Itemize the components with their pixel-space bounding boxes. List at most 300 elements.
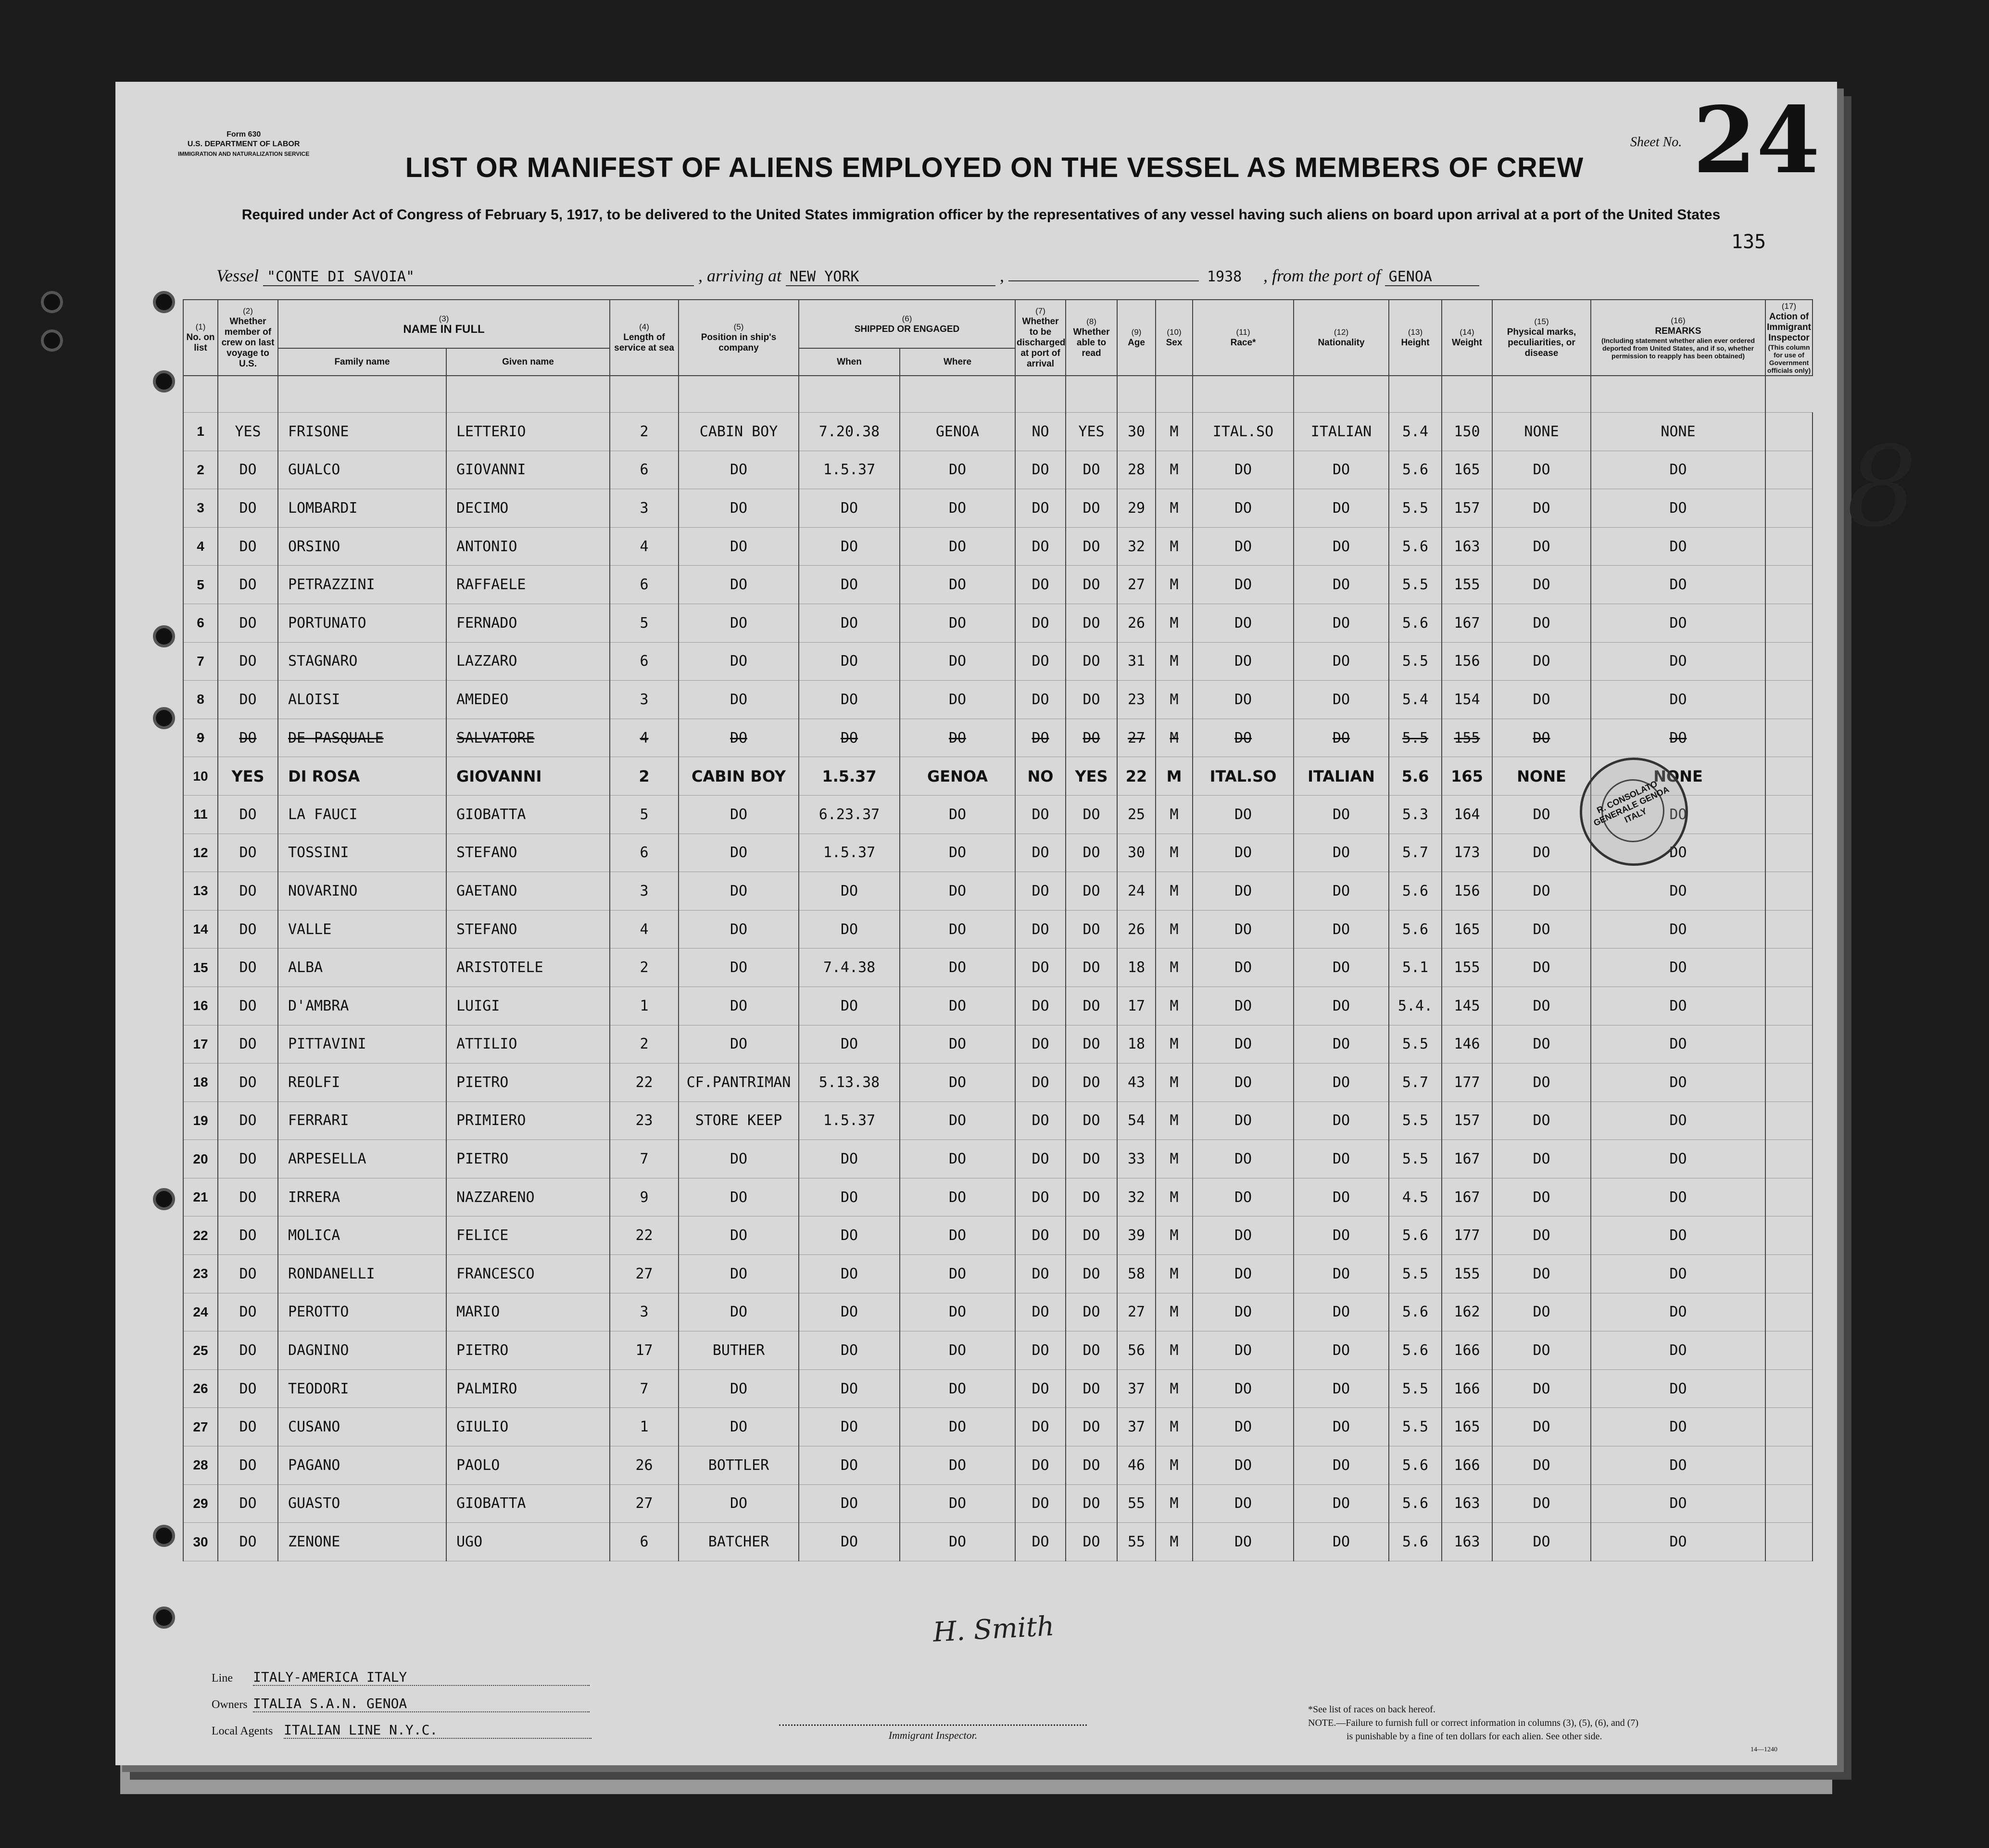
cell-service-length: 3 <box>610 681 679 719</box>
footer-owners-field <box>212 1696 590 1712</box>
cell-able-to-read: DO <box>1066 1331 1117 1370</box>
cell-given-name: ATTILIO <box>446 1025 610 1063</box>
cell-physical-marks: DO <box>1492 642 1591 681</box>
table-row <box>183 1369 1813 1408</box>
cell-crew-last-voyage: DO <box>218 1178 278 1216</box>
cell-discharged: DO <box>1015 604 1066 642</box>
cell-position: DO <box>679 1178 799 1216</box>
cell-service-length: 6 <box>610 451 679 489</box>
cell-shipped-where: DO <box>900 949 1015 987</box>
cell-position: DO <box>679 910 799 949</box>
col-header-crew-last-voyage: (2) Whether member of crew on last voyage to U.S. <box>218 300 278 376</box>
cell-crew-last-voyage: DO <box>218 1369 278 1408</box>
cell-discharged: DO <box>1015 1484 1066 1523</box>
cell-sex: M <box>1156 1140 1193 1178</box>
cell-height: 5.4 <box>1389 681 1442 719</box>
cell-race: DO <box>1193 1101 1294 1140</box>
cell-remarks: DO <box>1591 604 1765 642</box>
cell-row-number: 30 <box>183 1523 218 1561</box>
cell-crew-last-voyage: DO <box>218 1331 278 1370</box>
cell-shipped-where: DO <box>900 795 1015 834</box>
cell-able-to-read: YES <box>1066 757 1117 796</box>
cell-service-length: 2 <box>610 1025 679 1063</box>
cell-shipped-where: DO <box>900 1446 1015 1485</box>
cell-row-number: 18 <box>183 1063 218 1102</box>
col-header-name: (3) NAME IN FULL <box>278 300 610 348</box>
cell-given-name: PIETRO <box>446 1140 610 1178</box>
col-header-given-name: Given name <box>446 348 610 376</box>
cell-family-name: GUALCO <box>278 451 446 489</box>
cell-shipped-when: DO <box>799 1216 900 1255</box>
cell-shipped-when: DO <box>799 1446 900 1485</box>
line-label: Line <box>212 1672 233 1684</box>
col-header-no: (1) No. on list <box>183 300 218 376</box>
cell-nationality: DO <box>1294 910 1389 949</box>
cell-physical-marks: DO <box>1492 681 1591 719</box>
cell-shipped-when: DO <box>799 910 900 949</box>
cell-inspector-action <box>1765 719 1813 757</box>
cell-race: DO <box>1193 489 1294 528</box>
cell-sex: M <box>1156 834 1193 872</box>
cell-crew-last-voyage: DO <box>218 872 278 911</box>
cell-crew-last-voyage: DO <box>218 795 278 834</box>
cell-sex: M <box>1156 1178 1193 1216</box>
cell-age: 30 <box>1117 834 1156 872</box>
cell-physical-marks: DO <box>1492 1484 1591 1523</box>
cell-service-length: 4 <box>610 719 679 757</box>
cell-crew-last-voyage: DO <box>218 719 278 757</box>
cell-service-length: 27 <box>610 1484 679 1523</box>
cell-nationality: DO <box>1294 1331 1389 1370</box>
cell-inspector-action <box>1765 566 1813 604</box>
arrival-year: 1938 <box>1207 268 1242 285</box>
cell-age: 56 <box>1117 1331 1156 1370</box>
table-row <box>183 834 1813 872</box>
cell-inspector-action <box>1765 987 1813 1025</box>
cell-sex: M <box>1156 949 1193 987</box>
cell-height: 5.4. <box>1389 987 1442 1025</box>
cell-shipped-where: DO <box>900 681 1015 719</box>
cell-physical-marks: DO <box>1492 910 1591 949</box>
cell-nationality: DO <box>1294 642 1389 681</box>
cell-height: 5.6 <box>1389 451 1442 489</box>
cell-weight: 163 <box>1442 527 1492 566</box>
cell-able-to-read: DO <box>1066 719 1117 757</box>
cell-family-name: DAGNINO <box>278 1331 446 1370</box>
cell-row-number: 9 <box>183 719 218 757</box>
cell-given-name: DECIMO <box>446 489 610 528</box>
stamp-number: 135 <box>1731 231 1766 253</box>
arrival-date <box>1008 280 1199 281</box>
cell-row-number: 4 <box>183 527 218 566</box>
cell-row-number: 24 <box>183 1293 218 1331</box>
cell-able-to-read: DO <box>1066 1408 1117 1446</box>
cell-shipped-when: DO <box>799 1140 900 1178</box>
cell-able-to-read: DO <box>1066 949 1117 987</box>
cell-discharged: DO <box>1015 489 1066 528</box>
cell-sex: M <box>1156 719 1193 757</box>
cell-height: 5.6 <box>1389 1523 1442 1561</box>
cell-nationality: DO <box>1294 949 1389 987</box>
col-header-inspector-action: (17) Action of Immigrant Inspector (This column for use of Government officials only) <box>1765 300 1813 376</box>
penalty-note-1: NOTE.—Failure to furnish full or correct information in columns (3), (5), (6), and (7) <box>1308 1718 1639 1728</box>
cell-family-name: ALOISI <box>278 681 446 719</box>
cell-remarks: DO <box>1591 1255 1765 1293</box>
page-title: LIST OR MANIFEST OF ALIENS EMPLOYED ON THE VESSEL AS MEMBERS OF CREW <box>405 152 1584 183</box>
vessel-line: Vessel "CONTE DI SAVOIA" , arriving at NEW YORK , 1938 , from the port of GENOA <box>216 266 1479 286</box>
page-subtitle: Required under Act of Congress of February 5, 1917, to be delivered to the United States immigration officer by the representatives of any vessel having such aliens on board upon arrival at a port of the United States <box>241 207 1721 223</box>
cell-weight: 177 <box>1442 1216 1492 1255</box>
cell-shipped-when: DO <box>799 872 900 911</box>
table-row <box>183 1331 1813 1370</box>
cell-weight: 157 <box>1442 1101 1492 1140</box>
cell-crew-last-voyage: DO <box>218 987 278 1025</box>
cell-discharged: DO <box>1015 1331 1066 1370</box>
cell-family-name: PAGANO <box>278 1446 446 1485</box>
cell-row-number: 14 <box>183 910 218 949</box>
binder-hole <box>153 707 175 729</box>
cell-row-number: 11 <box>183 795 218 834</box>
cell-shipped-when: DO <box>799 681 900 719</box>
cell-remarks: DO <box>1591 1446 1765 1485</box>
cell-service-length: 5 <box>610 604 679 642</box>
cell-nationality: DO <box>1294 872 1389 911</box>
cell-weight: 150 <box>1442 413 1492 451</box>
cell-sex: M <box>1156 527 1193 566</box>
cell-able-to-read: DO <box>1066 1063 1117 1102</box>
cell-row-number: 2 <box>183 451 218 489</box>
cell-shipped-where: DO <box>900 910 1015 949</box>
cell-race: DO <box>1193 1523 1294 1561</box>
cell-age: 37 <box>1117 1408 1156 1446</box>
cell-remarks: DO <box>1591 642 1765 681</box>
cell-crew-last-voyage: DO <box>218 1293 278 1331</box>
cell-row-number: 7 <box>183 642 218 681</box>
cell-inspector-action <box>1765 1523 1813 1561</box>
cell-remarks: DO <box>1591 987 1765 1025</box>
cell-height: 5.5 <box>1389 1255 1442 1293</box>
cell-position: DO <box>679 1216 799 1255</box>
cell-shipped-where: DO <box>900 1140 1015 1178</box>
cell-given-name: LETTERIO <box>446 413 610 451</box>
cell-physical-marks: DO <box>1492 527 1591 566</box>
cell-nationality: DO <box>1294 719 1389 757</box>
cell-sex: M <box>1156 987 1193 1025</box>
cell-height: 5.4 <box>1389 413 1442 451</box>
cell-sex: M <box>1156 1446 1193 1485</box>
cell-able-to-read: DO <box>1066 834 1117 872</box>
cell-given-name: FERNADO <box>446 604 610 642</box>
table-row <box>183 413 1813 451</box>
cell-physical-marks: DO <box>1492 987 1591 1025</box>
cell-age: 18 <box>1117 949 1156 987</box>
cell-physical-marks: DO <box>1492 451 1591 489</box>
cell-discharged: DO <box>1015 1408 1066 1446</box>
cell-remarks: DO <box>1591 949 1765 987</box>
cell-position: CABIN BOY <box>679 757 799 796</box>
agents-value: ITALIAN LINE N.Y.C. <box>284 1722 592 1739</box>
col-header-race: (11) Race* <box>1193 300 1294 376</box>
cell-weight: 167 <box>1442 1140 1492 1178</box>
cell-remarks: DO <box>1591 1140 1765 1178</box>
cell-sex: M <box>1156 1293 1193 1331</box>
cell-service-length: 1 <box>610 987 679 1025</box>
cell-crew-last-voyage: DO <box>218 681 278 719</box>
cell-row-number: 29 <box>183 1484 218 1523</box>
cell-discharged: DO <box>1015 1101 1066 1140</box>
cell-height: 5.6 <box>1389 1484 1442 1523</box>
table-row <box>183 1255 1813 1293</box>
cell-shipped-where: DO <box>900 1255 1015 1293</box>
cell-inspector-action <box>1765 1484 1813 1523</box>
cell-age: 23 <box>1117 681 1156 719</box>
cell-service-length: 6 <box>610 566 679 604</box>
cell-race: DO <box>1193 949 1294 987</box>
cell-family-name: ALBA <box>278 949 446 987</box>
cell-position: BATCHER <box>679 1523 799 1561</box>
cell-crew-last-voyage: DO <box>218 489 278 528</box>
cell-family-name: D'AMBRA <box>278 987 446 1025</box>
cell-given-name: MARIO <box>446 1293 610 1331</box>
cell-given-name: GIOBATTA <box>446 795 610 834</box>
cell-given-name: PIETRO <box>446 1063 610 1102</box>
cell-able-to-read: DO <box>1066 1369 1117 1408</box>
table-row <box>183 1140 1813 1178</box>
cell-weight: 163 <box>1442 1523 1492 1561</box>
cell-inspector-action <box>1765 489 1813 528</box>
cell-discharged: DO <box>1015 1369 1066 1408</box>
cell-shipped-when: DO <box>799 566 900 604</box>
cell-shipped-where: DO <box>900 1484 1015 1523</box>
col-header-service: (4) Length of service at sea <box>610 300 679 376</box>
cell-inspector-action <box>1765 872 1813 911</box>
cell-weight: 165 <box>1442 757 1492 796</box>
cell-service-length: 3 <box>610 489 679 528</box>
cell-position: DO <box>679 1255 799 1293</box>
cell-shipped-when: DO <box>799 1293 900 1331</box>
cell-row-number: 12 <box>183 834 218 872</box>
cell-shipped-when: DO <box>799 527 900 566</box>
cell-crew-last-voyage: DO <box>218 1255 278 1293</box>
cell-given-name: LUIGI <box>446 987 610 1025</box>
cell-service-length: 7 <box>610 1369 679 1408</box>
cell-row-number: 6 <box>183 604 218 642</box>
cell-height: 5.6 <box>1389 872 1442 911</box>
cell-position: DO <box>679 1293 799 1331</box>
cell-race: ITAL.SO <box>1193 757 1294 796</box>
cell-position: STORE KEEP <box>679 1101 799 1140</box>
cell-height: 5.1 <box>1389 949 1442 987</box>
cell-nationality: DO <box>1294 1216 1389 1255</box>
cell-shipped-where: DO <box>900 451 1015 489</box>
cell-height: 5.6 <box>1389 910 1442 949</box>
cell-family-name: DE PASQUALE <box>278 719 446 757</box>
cell-discharged: NO <box>1015 413 1066 451</box>
cell-row-number: 19 <box>183 1101 218 1140</box>
cell-weight: 155 <box>1442 719 1492 757</box>
cell-nationality: DO <box>1294 987 1389 1025</box>
cell-age: 27 <box>1117 1293 1156 1331</box>
cell-given-name: NAZZARENO <box>446 1178 610 1216</box>
cell-height: 5.5 <box>1389 1101 1442 1140</box>
cell-discharged: DO <box>1015 1140 1066 1178</box>
cell-crew-last-voyage: DO <box>218 642 278 681</box>
cell-remarks: DO <box>1591 1331 1765 1370</box>
cell-weight: 145 <box>1442 987 1492 1025</box>
cell-race: DO <box>1193 451 1294 489</box>
cell-height: 5.6 <box>1389 1216 1442 1255</box>
cell-nationality: DO <box>1294 1255 1389 1293</box>
cell-inspector-action <box>1765 757 1813 796</box>
cell-service-length: 6 <box>610 834 679 872</box>
cell-position: DO <box>679 604 799 642</box>
cell-height: 5.5 <box>1389 1025 1442 1063</box>
cell-shipped-where: DO <box>900 987 1015 1025</box>
cell-family-name: LOMBARDI <box>278 489 446 528</box>
cell-remarks: DO <box>1591 719 1765 757</box>
races-note: *See list of races on back hereof. <box>1308 1704 1435 1715</box>
cell-inspector-action <box>1765 451 1813 489</box>
service-name: IMMIGRATION AND NATURALIZATION SERVICE <box>178 151 310 157</box>
cell-row-number: 28 <box>183 1446 218 1485</box>
from-port-label: , from the port of <box>1263 266 1381 285</box>
cell-inspector-action <box>1765 1255 1813 1293</box>
cell-height: 5.7 <box>1389 1063 1442 1102</box>
table-row <box>183 949 1813 987</box>
cell-family-name: GUASTO <box>278 1484 446 1523</box>
cell-row-number: 20 <box>183 1140 218 1178</box>
cell-race: DO <box>1193 604 1294 642</box>
col-header-weight: (14) Weight <box>1442 300 1492 376</box>
binder-hole <box>153 1188 175 1210</box>
cell-race: DO <box>1193 1063 1294 1102</box>
cell-age: 26 <box>1117 910 1156 949</box>
cell-inspector-action <box>1765 1216 1813 1255</box>
cell-discharged: DO <box>1015 1178 1066 1216</box>
crew-manifest-table <box>183 299 1813 1561</box>
cell-discharged: DO <box>1015 910 1066 949</box>
cell-shipped-when: DO <box>799 1178 900 1216</box>
cell-remarks: DO <box>1591 1369 1765 1408</box>
cell-service-length: 3 <box>610 1293 679 1331</box>
cell-family-name: RONDANELLI <box>278 1255 446 1293</box>
cell-race: DO <box>1193 642 1294 681</box>
table-row <box>183 910 1813 949</box>
cell-shipped-when: DO <box>799 642 900 681</box>
cell-able-to-read: DO <box>1066 1484 1117 1523</box>
cell-remarks: DO <box>1591 872 1765 911</box>
cell-inspector-action <box>1765 1293 1813 1331</box>
cell-position: CABIN BOY <box>679 413 799 451</box>
cell-age: 58 <box>1117 1255 1156 1293</box>
cell-shipped-when: DO <box>799 1369 900 1408</box>
cell-shipped-where: DO <box>900 1178 1015 1216</box>
cell-shipped-when: DO <box>799 1484 900 1523</box>
cell-shipped-where: DO <box>900 1331 1015 1370</box>
cell-physical-marks: DO <box>1492 1140 1591 1178</box>
cell-sex: M <box>1156 1063 1193 1102</box>
cell-discharged: DO <box>1015 681 1066 719</box>
cell-race: DO <box>1193 872 1294 911</box>
cell-nationality: DO <box>1294 451 1389 489</box>
cell-nationality: DO <box>1294 1446 1389 1485</box>
penalty-note-2: is punishable by a fine of ten dollars for each alien. See other side. <box>1347 1731 1602 1742</box>
cell-able-to-read: DO <box>1066 1255 1117 1293</box>
cell-discharged: DO <box>1015 834 1066 872</box>
cell-nationality: DO <box>1294 1140 1389 1178</box>
cell-discharged: DO <box>1015 872 1066 911</box>
cell-weight: 166 <box>1442 1446 1492 1485</box>
cell-able-to-read: DO <box>1066 681 1117 719</box>
cell-weight: 146 <box>1442 1025 1492 1063</box>
cell-position: DO <box>679 527 799 566</box>
cell-height: 5.5 <box>1389 1140 1442 1178</box>
cell-family-name: PEROTTO <box>278 1293 446 1331</box>
cell-shipped-where: DO <box>900 1408 1015 1446</box>
table-row <box>183 757 1813 796</box>
cell-age: 26 <box>1117 604 1156 642</box>
col-header-remarks: (16) REMARKS (Including statement whether alien ever ordered deported from United States, and if so, whether permission to reapply has been obtained) <box>1591 300 1765 376</box>
cell-service-length: 2 <box>610 757 679 796</box>
cell-shipped-where: DO <box>900 719 1015 757</box>
cell-nationality: DO <box>1294 1369 1389 1408</box>
cell-discharged: DO <box>1015 566 1066 604</box>
cell-weight: 165 <box>1442 1408 1492 1446</box>
cell-discharged: DO <box>1015 1446 1066 1485</box>
table-row <box>183 681 1813 719</box>
cell-race: DO <box>1193 910 1294 949</box>
cell-crew-last-voyage: DO <box>218 1408 278 1446</box>
cell-height: 5.6 <box>1389 757 1442 796</box>
cell-given-name: STEFANO <box>446 910 610 949</box>
binder-hole <box>41 329 63 352</box>
cell-shipped-where: DO <box>900 1025 1015 1063</box>
cell-shipped-where: DO <box>900 1523 1015 1561</box>
cell-sex: M <box>1156 451 1193 489</box>
cell-age: 54 <box>1117 1101 1156 1140</box>
cell-given-name: LAZZARO <box>446 642 610 681</box>
cell-given-name: SALVATORE <box>446 719 610 757</box>
cell-age: 25 <box>1117 795 1156 834</box>
cell-height: 5.6 <box>1389 604 1442 642</box>
cell-crew-last-voyage: DO <box>218 1025 278 1063</box>
cell-given-name: FELICE <box>446 1216 610 1255</box>
cell-given-name: GIOVANNI <box>446 757 610 796</box>
cell-given-name: PIETRO <box>446 1331 610 1370</box>
vessel-label: Vessel <box>216 266 259 285</box>
cell-discharged: DO <box>1015 527 1066 566</box>
cell-nationality: DO <box>1294 1063 1389 1102</box>
sheet-number-label: Sheet No. <box>1630 135 1682 150</box>
table-row <box>183 1063 1813 1102</box>
cell-physical-marks: DO <box>1492 1101 1591 1140</box>
cell-sex: M <box>1156 642 1193 681</box>
binder-hole <box>153 291 175 313</box>
cell-family-name: STAGNARO <box>278 642 446 681</box>
cell-family-name: PETRAZZINI <box>278 566 446 604</box>
cell-row-number: 10 <box>183 757 218 796</box>
cell-sex: M <box>1156 604 1193 642</box>
cell-shipped-where: GENOA <box>900 757 1015 796</box>
cell-shipped-when: DO <box>799 1408 900 1446</box>
cell-family-name: TOSSINI <box>278 834 446 872</box>
cell-race: DO <box>1193 1255 1294 1293</box>
cell-sex: M <box>1156 1101 1193 1140</box>
cell-sex: M <box>1156 489 1193 528</box>
cell-height: 5.6 <box>1389 1293 1442 1331</box>
cell-inspector-action <box>1765 681 1813 719</box>
col-header-height: (13) Height <box>1389 300 1442 376</box>
